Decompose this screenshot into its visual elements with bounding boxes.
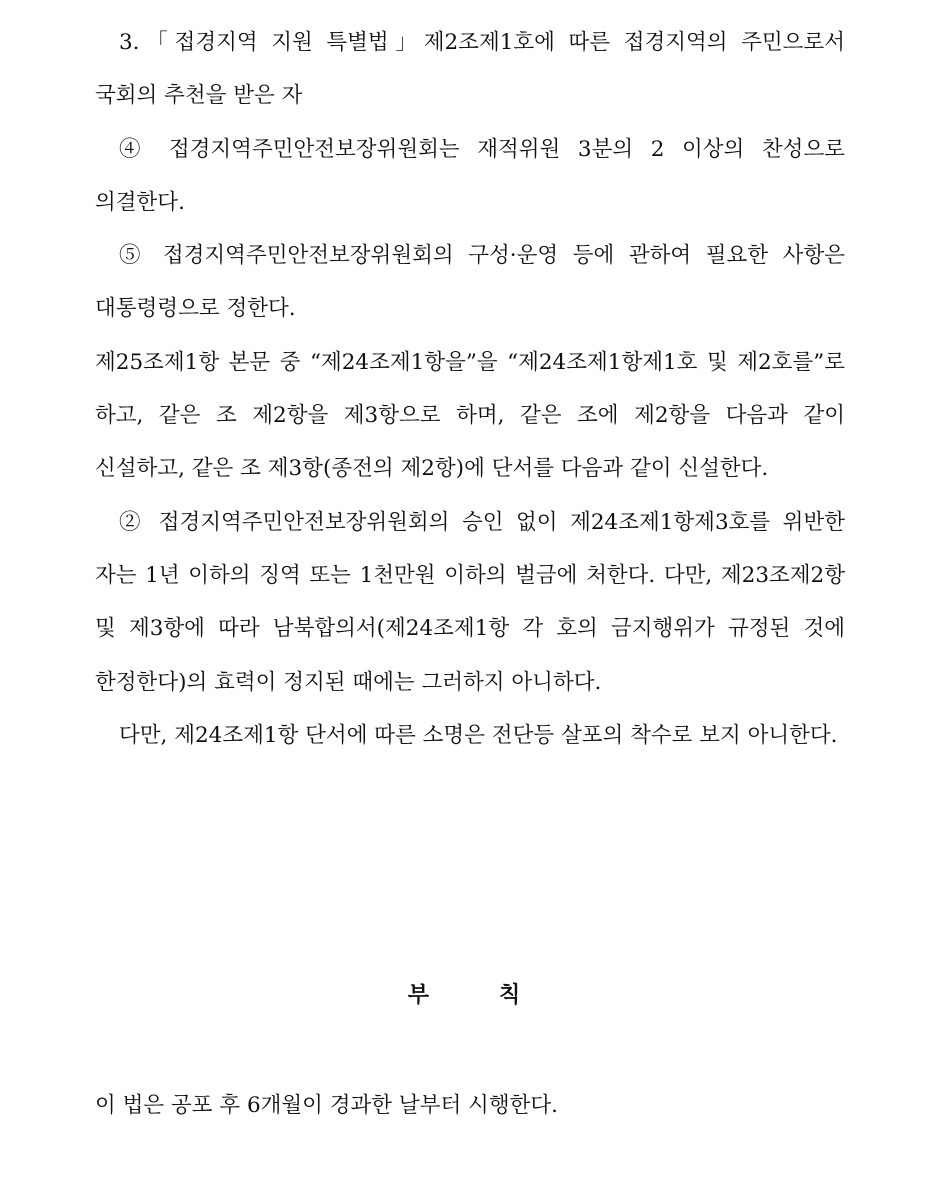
clause-4-paragraph: ④ 접경지역주민안전보장위원회는 재적위원 3분의 2 이상의 찬성으로 의결한다. [95, 136, 845, 215]
proviso-paragraph: 다만, 제24조제1항 단서에 따른 소명은 전단등 살포의 착수로 보지 아니한다. [119, 722, 838, 748]
document-body [95, 16, 845, 762]
addenda-title-left: 부 [407, 983, 429, 1008]
clause-5-paragraph: ⑤ 접경지역주민안전보장위원회의 구성·운영 등에 관하여 필요한 사항은 대통령령으로 정한다. [95, 243, 845, 322]
addenda-title-right: 칙 [499, 983, 521, 1008]
clause-3-paragraph: 3.「접경지역 지원 특별법」제2조제1호에 따른 접경지역의 주민으로서 국회의 추천을 받은 자 [95, 30, 845, 109]
amendment-article-25-paragraph: 제25조제1항 본문 중 “제24조제1항을”을 “제24조제1항제1호 및 제2호를”로 하고, 같은 조 제2항을 제3항으로 하며, 같은 조에 제2항을 다음과 같이 신설하고, 같은 조 제3항(종전의 제2항)에 단서를 다음과 같이 신설한다. [95, 349, 845, 482]
addenda-text: 이 법은 공포 후 6개월이 경과한 날부터 시행한다. [95, 1093, 558, 1118]
new-clause-2-paragraph: ② 접경지역주민안전보장위원회의 승인 없이 제24조제1항제3호를 위반한 자는 1년 이하의 징역 또는 1천만원 이하의 벌금에 처한다. 다만, 제23조제2항 및 제3항에 따라 남북합의서(제24조제1항 각 호의 금지행위가 규정된 것에 한정한다)의 효력이 정지된 때에는 그러하지 아니하다. [95, 509, 845, 695]
addenda-title [0, 978, 928, 1009]
